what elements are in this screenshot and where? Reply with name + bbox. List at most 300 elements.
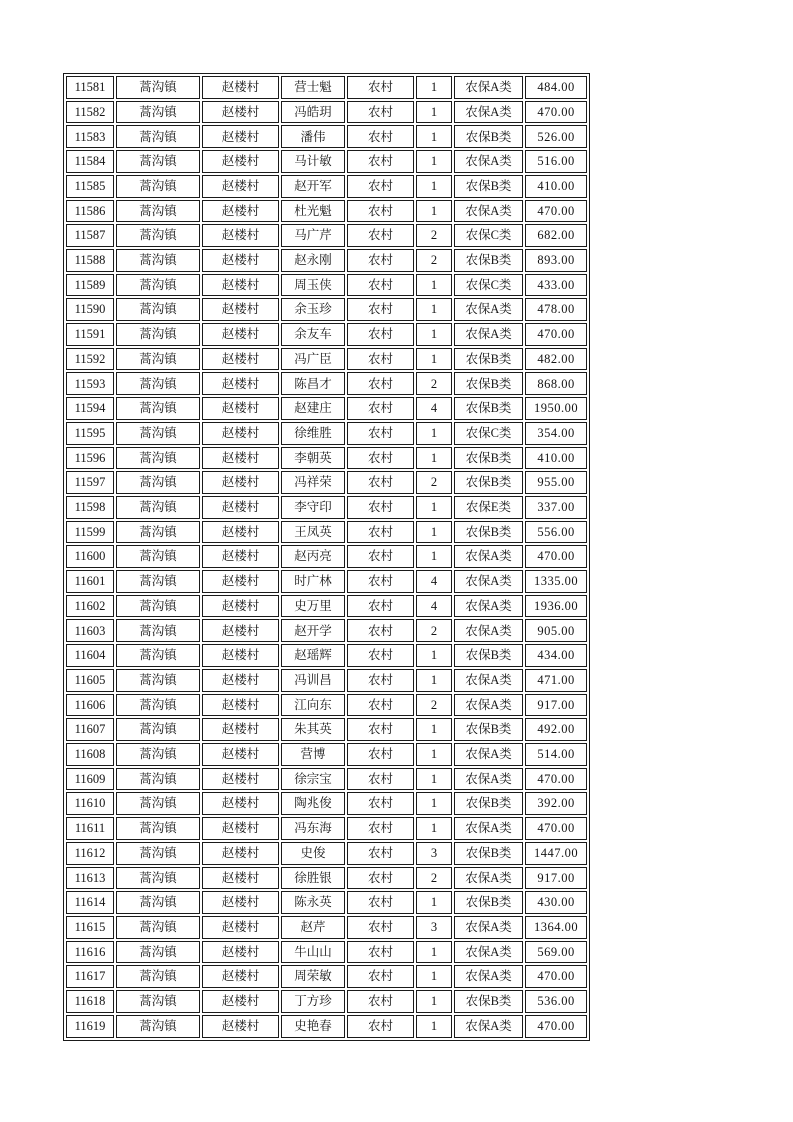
cell-id: 11589 [66, 274, 114, 297]
cell-area_type: 农村 [347, 101, 414, 124]
cell-village: 赵楼村 [202, 101, 279, 124]
cell-village: 赵楼村 [202, 372, 279, 395]
cell-category: 农保B类 [454, 792, 523, 815]
cell-town: 蒿沟镇 [116, 422, 200, 445]
cell-area_type: 农村 [347, 743, 414, 766]
cell-id: 11590 [66, 298, 114, 321]
cell-name: 冯皓玥 [281, 101, 345, 124]
cell-area_type: 农村 [347, 521, 414, 544]
cell-village: 赵楼村 [202, 224, 279, 247]
table-row [66, 570, 587, 593]
cell-village: 赵楼村 [202, 990, 279, 1013]
cell-amount: 470.00 [525, 545, 587, 568]
cell-id: 11581 [66, 76, 114, 99]
cell-area_type: 农村 [347, 768, 414, 791]
table-row [66, 644, 587, 667]
cell-name: 朱其英 [281, 718, 345, 741]
cell-count: 1 [416, 1015, 452, 1038]
cell-village: 赵楼村 [202, 916, 279, 939]
table-row [66, 694, 587, 717]
cell-id: 11583 [66, 125, 114, 148]
cell-category: 农保B类 [454, 348, 523, 371]
cell-area_type: 农村 [347, 916, 414, 939]
cell-name: 徐宗宝 [281, 768, 345, 791]
cell-name: 营博 [281, 743, 345, 766]
cell-id: 11610 [66, 792, 114, 815]
cell-category: 农保B类 [454, 718, 523, 741]
cell-count: 1 [416, 348, 452, 371]
cell-amount: 569.00 [525, 941, 587, 964]
cell-name: 陈昌才 [281, 372, 345, 395]
cell-area_type: 农村 [347, 792, 414, 815]
cell-category: 农保B类 [454, 471, 523, 494]
cell-town: 蒿沟镇 [116, 570, 200, 593]
cell-amount: 1950.00 [525, 397, 587, 420]
cell-category: 农保A类 [454, 669, 523, 692]
table-row [66, 224, 587, 247]
cell-count: 1 [416, 965, 452, 988]
cell-town: 蒿沟镇 [116, 224, 200, 247]
cell-id: 11611 [66, 817, 114, 840]
cell-area_type: 农村 [347, 249, 414, 272]
cell-town: 蒿沟镇 [116, 1015, 200, 1038]
cell-town: 蒿沟镇 [116, 990, 200, 1013]
benefits-table [63, 73, 590, 1041]
cell-name: 史万里 [281, 595, 345, 618]
cell-village: 赵楼村 [202, 348, 279, 371]
cell-amount: 470.00 [525, 101, 587, 124]
cell-count: 1 [416, 150, 452, 173]
cell-village: 赵楼村 [202, 471, 279, 494]
cell-area_type: 农村 [347, 694, 414, 717]
cell-name: 赵开学 [281, 619, 345, 642]
cell-area_type: 农村 [347, 274, 414, 297]
cell-area_type: 农村 [347, 348, 414, 371]
cell-name: 赵瑶辉 [281, 644, 345, 667]
cell-town: 蒿沟镇 [116, 496, 200, 519]
cell-count: 1 [416, 669, 452, 692]
cell-count: 1 [416, 718, 452, 741]
cell-village: 赵楼村 [202, 496, 279, 519]
cell-town: 蒿沟镇 [116, 397, 200, 420]
cell-count: 1 [416, 422, 452, 445]
cell-category: 农保B类 [454, 125, 523, 148]
cell-category: 农保E类 [454, 496, 523, 519]
cell-category: 农保A类 [454, 200, 523, 223]
cell-category: 农保A类 [454, 570, 523, 593]
table-row [66, 867, 587, 890]
cell-area_type: 农村 [347, 1015, 414, 1038]
cell-area_type: 农村 [347, 718, 414, 741]
cell-town: 蒿沟镇 [116, 792, 200, 815]
cell-name: 赵开军 [281, 175, 345, 198]
cell-amount: 514.00 [525, 743, 587, 766]
table-row [66, 125, 587, 148]
cell-category: 农保A类 [454, 76, 523, 99]
cell-count: 2 [416, 372, 452, 395]
table-row [66, 200, 587, 223]
cell-village: 赵楼村 [202, 175, 279, 198]
table-row [66, 76, 587, 99]
cell-count: 3 [416, 842, 452, 865]
cell-village: 赵楼村 [202, 669, 279, 692]
cell-count: 2 [416, 619, 452, 642]
cell-category: 农保B类 [454, 521, 523, 544]
cell-area_type: 农村 [347, 125, 414, 148]
cell-area_type: 农村 [347, 941, 414, 964]
table-row [66, 323, 587, 346]
cell-town: 蒿沟镇 [116, 916, 200, 939]
cell-id: 11607 [66, 718, 114, 741]
cell-category: 农保B类 [454, 397, 523, 420]
table-row [66, 817, 587, 840]
cell-id: 11588 [66, 249, 114, 272]
cell-category: 农保A类 [454, 743, 523, 766]
cell-amount: 470.00 [525, 965, 587, 988]
table-row [66, 348, 587, 371]
cell-amount: 434.00 [525, 644, 587, 667]
cell-name: 徐胜银 [281, 867, 345, 890]
cell-id: 11606 [66, 694, 114, 717]
table-row [66, 1015, 587, 1038]
cell-amount: 470.00 [525, 768, 587, 791]
cell-id: 11604 [66, 644, 114, 667]
cell-amount: 868.00 [525, 372, 587, 395]
cell-category: 农保B类 [454, 175, 523, 198]
cell-id: 11585 [66, 175, 114, 198]
cell-category: 农保B类 [454, 249, 523, 272]
cell-amount: 478.00 [525, 298, 587, 321]
cell-area_type: 农村 [347, 397, 414, 420]
cell-count: 1 [416, 545, 452, 568]
cell-id: 11603 [66, 619, 114, 642]
cell-area_type: 农村 [347, 447, 414, 470]
cell-count: 2 [416, 694, 452, 717]
cell-count: 2 [416, 471, 452, 494]
table-row [66, 792, 587, 815]
cell-count: 1 [416, 274, 452, 297]
cell-category: 农保A类 [454, 694, 523, 717]
cell-name: 李朝英 [281, 447, 345, 470]
cell-name: 牛山山 [281, 941, 345, 964]
cell-area_type: 农村 [347, 965, 414, 988]
cell-id: 11617 [66, 965, 114, 988]
table-row [66, 471, 587, 494]
cell-id: 11584 [66, 150, 114, 173]
cell-category: 农保A类 [454, 916, 523, 939]
cell-category: 农保A类 [454, 965, 523, 988]
cell-amount: 482.00 [525, 348, 587, 371]
cell-count: 1 [416, 101, 452, 124]
cell-area_type: 农村 [347, 471, 414, 494]
cell-category: 农保A类 [454, 101, 523, 124]
cell-amount: 556.00 [525, 521, 587, 544]
cell-amount: 470.00 [525, 200, 587, 223]
table-row [66, 842, 587, 865]
cell-id: 11587 [66, 224, 114, 247]
cell-amount: 471.00 [525, 669, 587, 692]
cell-category: 农保A类 [454, 941, 523, 964]
cell-village: 赵楼村 [202, 619, 279, 642]
table-row [66, 891, 587, 914]
table-row [66, 990, 587, 1013]
cell-count: 1 [416, 891, 452, 914]
cell-village: 赵楼村 [202, 842, 279, 865]
cell-category: 农保A类 [454, 595, 523, 618]
cell-name: 史艳春 [281, 1015, 345, 1038]
cell-town: 蒿沟镇 [116, 595, 200, 618]
cell-name: 冯东海 [281, 817, 345, 840]
table-row [66, 298, 587, 321]
cell-amount: 392.00 [525, 792, 587, 815]
cell-village: 赵楼村 [202, 298, 279, 321]
cell-amount: 492.00 [525, 718, 587, 741]
cell-name: 余玉珍 [281, 298, 345, 321]
cell-town: 蒿沟镇 [116, 200, 200, 223]
cell-town: 蒿沟镇 [116, 101, 200, 124]
cell-count: 1 [416, 768, 452, 791]
table-row [66, 545, 587, 568]
table-row [66, 101, 587, 124]
cell-id: 11595 [66, 422, 114, 445]
table-row [66, 743, 587, 766]
cell-town: 蒿沟镇 [116, 965, 200, 988]
cell-id: 11596 [66, 447, 114, 470]
cell-count: 1 [416, 941, 452, 964]
table-row [66, 595, 587, 618]
table-row [66, 941, 587, 964]
cell-town: 蒿沟镇 [116, 323, 200, 346]
cell-count: 3 [416, 916, 452, 939]
cell-name: 徐维胜 [281, 422, 345, 445]
cell-id: 11601 [66, 570, 114, 593]
cell-name: 杜光魁 [281, 200, 345, 223]
cell-count: 1 [416, 175, 452, 198]
cell-id: 11582 [66, 101, 114, 124]
cell-amount: 526.00 [525, 125, 587, 148]
cell-amount: 433.00 [525, 274, 587, 297]
cell-name: 周玉侠 [281, 274, 345, 297]
cell-amount: 470.00 [525, 817, 587, 840]
cell-village: 赵楼村 [202, 718, 279, 741]
cell-village: 赵楼村 [202, 595, 279, 618]
cell-name: 赵建庄 [281, 397, 345, 420]
cell-id: 11608 [66, 743, 114, 766]
cell-amount: 470.00 [525, 1015, 587, 1038]
cell-name: 赵芹 [281, 916, 345, 939]
cell-name: 江向东 [281, 694, 345, 717]
cell-amount: 410.00 [525, 175, 587, 198]
cell-count: 1 [416, 125, 452, 148]
cell-id: 11600 [66, 545, 114, 568]
cell-category: 农保A类 [454, 150, 523, 173]
cell-name: 史俊 [281, 842, 345, 865]
cell-town: 蒿沟镇 [116, 842, 200, 865]
table-row [66, 422, 587, 445]
cell-id: 11618 [66, 990, 114, 1013]
cell-amount: 354.00 [525, 422, 587, 445]
cell-category: 农保B类 [454, 990, 523, 1013]
cell-name: 冯训昌 [281, 669, 345, 692]
cell-category: 农保A类 [454, 545, 523, 568]
cell-town: 蒿沟镇 [116, 348, 200, 371]
cell-village: 赵楼村 [202, 941, 279, 964]
cell-amount: 917.00 [525, 694, 587, 717]
cell-village: 赵楼村 [202, 249, 279, 272]
cell-name: 丁方珍 [281, 990, 345, 1013]
cell-category: 农保B类 [454, 891, 523, 914]
cell-village: 赵楼村 [202, 323, 279, 346]
cell-village: 赵楼村 [202, 447, 279, 470]
cell-count: 1 [416, 817, 452, 840]
cell-area_type: 农村 [347, 175, 414, 198]
cell-id: 11619 [66, 1015, 114, 1038]
cell-count: 1 [416, 76, 452, 99]
table-row [66, 372, 587, 395]
cell-category: 农保A类 [454, 298, 523, 321]
cell-category: 农保C类 [454, 274, 523, 297]
table-row [66, 669, 587, 692]
cell-id: 11598 [66, 496, 114, 519]
cell-count: 4 [416, 397, 452, 420]
cell-area_type: 农村 [347, 619, 414, 642]
cell-amount: 917.00 [525, 867, 587, 890]
cell-amount: 1936.00 [525, 595, 587, 618]
cell-count: 1 [416, 743, 452, 766]
cell-count: 1 [416, 496, 452, 519]
cell-town: 蒿沟镇 [116, 372, 200, 395]
cell-id: 11609 [66, 768, 114, 791]
cell-village: 赵楼村 [202, 867, 279, 890]
cell-town: 蒿沟镇 [116, 941, 200, 964]
cell-village: 赵楼村 [202, 545, 279, 568]
cell-town: 蒿沟镇 [116, 471, 200, 494]
cell-town: 蒿沟镇 [116, 669, 200, 692]
cell-town: 蒿沟镇 [116, 619, 200, 642]
cell-amount: 955.00 [525, 471, 587, 494]
cell-town: 蒿沟镇 [116, 694, 200, 717]
cell-area_type: 农村 [347, 200, 414, 223]
cell-area_type: 农村 [347, 298, 414, 321]
table-row [66, 150, 587, 173]
cell-village: 赵楼村 [202, 743, 279, 766]
cell-name: 营士魁 [281, 76, 345, 99]
cell-area_type: 农村 [347, 867, 414, 890]
cell-town: 蒿沟镇 [116, 521, 200, 544]
cell-village: 赵楼村 [202, 125, 279, 148]
cell-town: 蒿沟镇 [116, 175, 200, 198]
cell-id: 11592 [66, 348, 114, 371]
cell-town: 蒿沟镇 [116, 644, 200, 667]
cell-category: 农保A类 [454, 323, 523, 346]
cell-area_type: 农村 [347, 224, 414, 247]
cell-village: 赵楼村 [202, 200, 279, 223]
cell-village: 赵楼村 [202, 570, 279, 593]
cell-name: 赵丙亮 [281, 545, 345, 568]
cell-id: 11591 [66, 323, 114, 346]
cell-id: 11616 [66, 941, 114, 964]
cell-village: 赵楼村 [202, 274, 279, 297]
cell-count: 1 [416, 298, 452, 321]
cell-count: 2 [416, 867, 452, 890]
cell-category: 农保A类 [454, 817, 523, 840]
cell-village: 赵楼村 [202, 422, 279, 445]
cell-area_type: 农村 [347, 891, 414, 914]
cell-count: 1 [416, 323, 452, 346]
cell-area_type: 农村 [347, 422, 414, 445]
cell-town: 蒿沟镇 [116, 125, 200, 148]
table-row [66, 496, 587, 519]
cell-amount: 337.00 [525, 496, 587, 519]
table-row [66, 619, 587, 642]
cell-village: 赵楼村 [202, 1015, 279, 1038]
cell-category: 农保A类 [454, 619, 523, 642]
cell-amount: 1335.00 [525, 570, 587, 593]
cell-id: 11593 [66, 372, 114, 395]
cell-name: 李守印 [281, 496, 345, 519]
cell-id: 11586 [66, 200, 114, 223]
table-row [66, 175, 587, 198]
cell-name: 时广林 [281, 570, 345, 593]
cell-town: 蒿沟镇 [116, 150, 200, 173]
cell-town: 蒿沟镇 [116, 298, 200, 321]
cell-town: 蒿沟镇 [116, 768, 200, 791]
cell-category: 农保C类 [454, 224, 523, 247]
cell-village: 赵楼村 [202, 792, 279, 815]
cell-amount: 536.00 [525, 990, 587, 1013]
cell-area_type: 农村 [347, 990, 414, 1013]
table-row [66, 718, 587, 741]
cell-area_type: 农村 [347, 669, 414, 692]
cell-count: 4 [416, 570, 452, 593]
cell-amount: 484.00 [525, 76, 587, 99]
cell-village: 赵楼村 [202, 644, 279, 667]
cell-id: 11599 [66, 521, 114, 544]
cell-area_type: 农村 [347, 323, 414, 346]
cell-town: 蒿沟镇 [116, 718, 200, 741]
cell-id: 11613 [66, 867, 114, 890]
table-row [66, 916, 587, 939]
cell-count: 2 [416, 224, 452, 247]
cell-amount: 893.00 [525, 249, 587, 272]
cell-area_type: 农村 [347, 595, 414, 618]
cell-town: 蒿沟镇 [116, 545, 200, 568]
cell-category: 农保B类 [454, 447, 523, 470]
cell-count: 2 [416, 249, 452, 272]
cell-count: 1 [416, 521, 452, 544]
cell-count: 1 [416, 447, 452, 470]
cell-name: 冯广臣 [281, 348, 345, 371]
table-row [66, 965, 587, 988]
cell-category: 农保A类 [454, 768, 523, 791]
cell-count: 1 [416, 644, 452, 667]
cell-count: 4 [416, 595, 452, 618]
cell-area_type: 农村 [347, 842, 414, 865]
cell-name: 陈永英 [281, 891, 345, 914]
cell-category: 农保B类 [454, 644, 523, 667]
cell-village: 赵楼村 [202, 694, 279, 717]
cell-id: 11614 [66, 891, 114, 914]
cell-category: 农保B类 [454, 372, 523, 395]
cell-amount: 1447.00 [525, 842, 587, 865]
cell-area_type: 农村 [347, 570, 414, 593]
cell-name: 马广芹 [281, 224, 345, 247]
cell-id: 11612 [66, 842, 114, 865]
cell-town: 蒿沟镇 [116, 447, 200, 470]
cell-area_type: 农村 [347, 150, 414, 173]
cell-area_type: 农村 [347, 372, 414, 395]
cell-town: 蒿沟镇 [116, 867, 200, 890]
